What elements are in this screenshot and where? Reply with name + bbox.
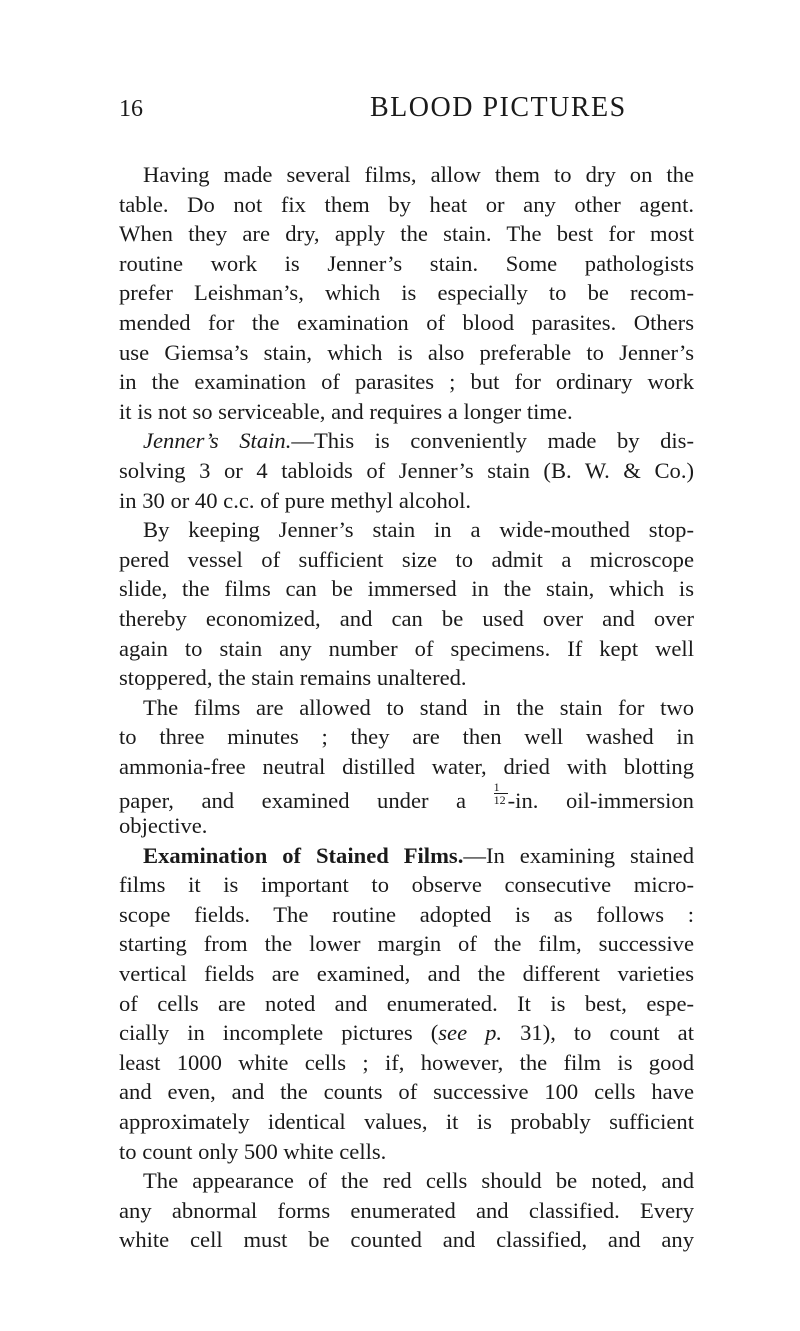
text-line: Examination of Stained Films.—In examining stained	[143, 842, 694, 868]
body-text	[119, 160, 694, 1255]
text-line: thereby economized, and can be used over and over	[119, 605, 694, 631]
text-line: vertical fields are examined, and the different varieties	[119, 961, 694, 987]
text-line: mended for the examination of blood parasites. Others	[119, 309, 694, 335]
text-line: Jenner’s Stain.—This is conveniently made by dis-	[143, 428, 694, 454]
text-line: to three minutes ; they are then well washed in	[119, 724, 694, 750]
fraction-one-twelfth: $\frac{1}{12}$	[493, 780, 506, 808]
text-line: of cells are noted and enumerated. It is best, espe-	[119, 990, 694, 1016]
text-line: routine work is Jenner’s stain. Some pathologists	[119, 250, 694, 276]
text-line: again to stain any number of specimens. If kept well	[119, 635, 694, 661]
text-line: When they are dry, apply the stain. The best for most	[119, 221, 694, 247]
text-line: in the examination of parasites ; but for ordinary work	[119, 369, 694, 395]
text-line: The films are allowed to stand in the stain for two	[143, 694, 694, 720]
text-line: in 30 or 40 c.c. of pure methyl alcohol.	[119, 487, 471, 513]
page-reference: see p.	[438, 1020, 503, 1046]
text-line: and even, and the counts of successive 100 cells have	[119, 1079, 694, 1105]
text-line: approximately identical values, it is probably sufficient	[119, 1109, 694, 1134]
text-line: cially in incomplete pictures (see p. 31), to count at	[119, 1020, 694, 1046]
text-line: ammonia-free neutral distilled water, dried with blotting	[119, 753, 694, 779]
subheading-jenners-stain: Jenner’s Stain.	[143, 428, 292, 454]
text-line: it is not so serviceable, and requires a longer time.	[119, 398, 573, 424]
text-line: The appearance of the red cells should be noted, and	[143, 1168, 694, 1194]
text-line: paper, and examined under a $\frac{1}{12}$ -in. oil-immersion	[119, 780, 694, 814]
text-line: Having made several films, allow them to dry on the	[143, 162, 694, 187]
text-line: table. Do not fix them by heat or any other agent.	[119, 191, 694, 217]
text-line: any abnormal forms enumerated and classified. Every	[119, 1197, 694, 1223]
subheading-examination: Examination of Stained Films.	[143, 842, 464, 868]
text-line: scope fields. The routine adopted is as follows :	[119, 901, 694, 927]
text-line: slide, the films can be immersed in the stain, which is	[119, 576, 694, 602]
text-line: stoppered, the stain remains unaltered.	[119, 665, 467, 691]
text-line: starting from the lower margin of the film, successive	[119, 931, 694, 957]
text-line: solving 3 or 4 tabloids of Jenner’s stain (B. W. & Co.)	[119, 457, 694, 483]
page-number: 16	[119, 96, 143, 122]
text-line: prefer Leishman’s, which is especially to be recom-	[119, 280, 694, 306]
text-line: films it is important to observe consecutive micro-	[119, 872, 694, 898]
text-line: to count only 500 white cells.	[119, 1138, 387, 1164]
text-line: pered vessel of sufficient size to admit a microscope	[119, 546, 694, 572]
text-line: use Giemsa’s stain, which is also preferable to Jenner’s	[119, 339, 694, 365]
text-line: white cell must be counted and classified, and any	[119, 1227, 694, 1253]
text-line: least 1000 white cells ; if, however, the film is good	[119, 1049, 694, 1075]
running-title: BLOOD PICTURES	[370, 92, 627, 123]
text-line: objective.	[119, 813, 208, 839]
text-line: By keeping Jenner’s stain in a wide-mouthed stop-	[143, 517, 694, 543]
